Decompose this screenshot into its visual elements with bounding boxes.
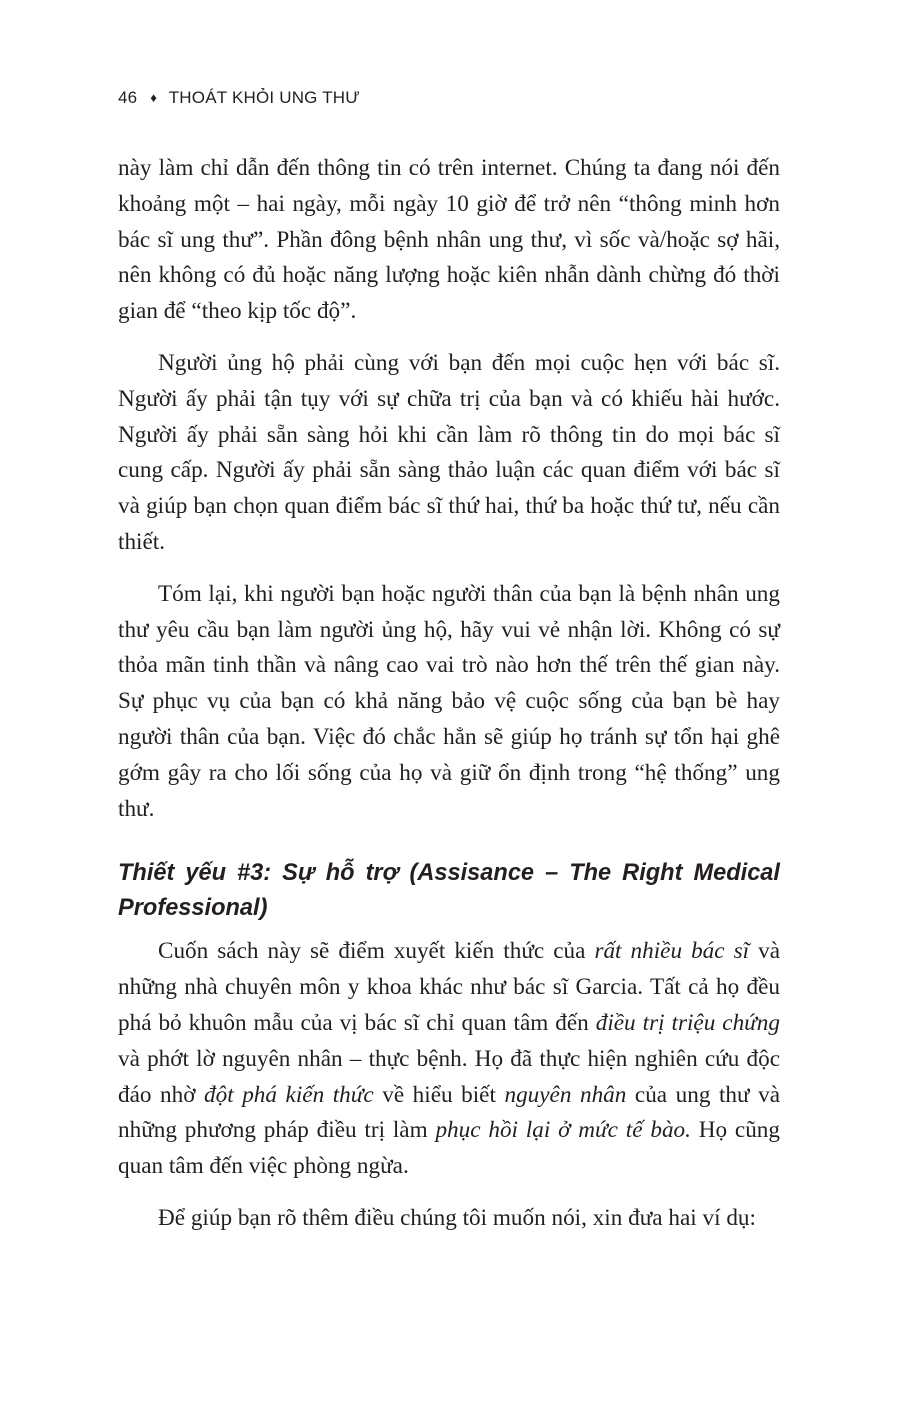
p4-italic-3: đột phá kiến thức [204,1081,374,1108]
page-number: 46 [118,88,138,107]
paragraph-4 [118,934,780,1185]
paragraph-2: Người ủng hộ phải cùng với bạn đến mọi cuộc hẹn với bác sĩ. Người ấy phải tận tụy với sự chữa trị của bạn và có khiếu hài hước. Người ấy phải sẵn sàng hỏi khi cần làm rõ thông tin do mọi bác sĩ cung cấp. Người ấy phải sẵn sàng thảo luận các quan điểm với bác sĩ và giúp bạn chọn quan điểm bác sĩ thứ hai, thứ ba hoặc thứ tư, nếu cần thiết. [118,349,780,555]
p4-italic-1: rất nhiều bác sĩ [594,938,750,965]
paragraph-1: này làm chỉ dẫn đến thông tin có trên internet. Chúng ta đang nói đến khoảng một – hai ngày, mỗi ngày 10 giờ để trở nên “thông minh hơn bác sĩ ung thư”. Phần đông bệnh nhân ung thư, vì sốc và/hoặc sợ hãi, nên không có đủ hoặc năng lượng hoặc kiên nhẫn dành chừng đó thời gian để “theo kịp tốc độ”. [118,155,780,325]
p4-italic-5: phục hồi lại ở mức tế bào. [435,1117,691,1144]
paragraph-5: Để giúp bạn rõ thêm điều chúng tôi muốn nói, xin đưa hai ví dụ: [158,1204,756,1231]
body-text [118,151,780,1237]
p4-text-3: và phớt lờ nguyên nhân – thực bệnh. Họ đã thực hiện nghiên cứu độc đáo nhờ [118,1045,780,1108]
paragraph-3: Tóm lại, khi người bạn hoặc người thân của bạn là bệnh nhân ung thư yêu cầu bạn làm người ủng hộ, hãy vui vẻ nhận lời. Không có sự thỏa mãn tinh thần và nâng cao vai trò nào hơn thế trên thế gian này. Sự phục vụ của bạn có khả năng bảo vệ cuộc sống của bạn bè hay người thân của bạn. Việc đó chắc hẳn sẽ giúp họ tránh sự tổn hại ghê gớm gây ra cho lối sống của họ và giữ ổn định trong “hệ thống” ung thư. [118,580,780,822]
diamond-separator-icon: ♦ [150,90,158,105]
running-head [118,88,360,108]
p4-italic-2: điều trị triệu chứng [595,1009,780,1036]
p4-text-6: Họ cũng quan tâm đến việc phòng ngừa. [118,1117,780,1180]
book-title: THOÁT KHỎI UNG THƯ [168,88,360,107]
section-heading: Thiết yếu #3: Sự hỗ trợ (Assisance – The Right Medical Professional) [118,860,780,922]
p4-italic-4: nguyên nhân [504,1081,627,1108]
p4-text-5: của ung thư và những phương pháp điều trị làm [118,1081,780,1144]
p4-text-4: về hiểu biết [373,1081,505,1108]
p4-text-1: Cuốn sách này sẽ điểm xuyết kiến thức của [158,938,595,965]
p4-text-2: và những nhà chuyên môn y khoa khác như bác sĩ Garcia. Tất cả họ đều phá bỏ khuôn mẫu của vị bác sĩ chỉ quan tâm đến [118,938,780,1036]
